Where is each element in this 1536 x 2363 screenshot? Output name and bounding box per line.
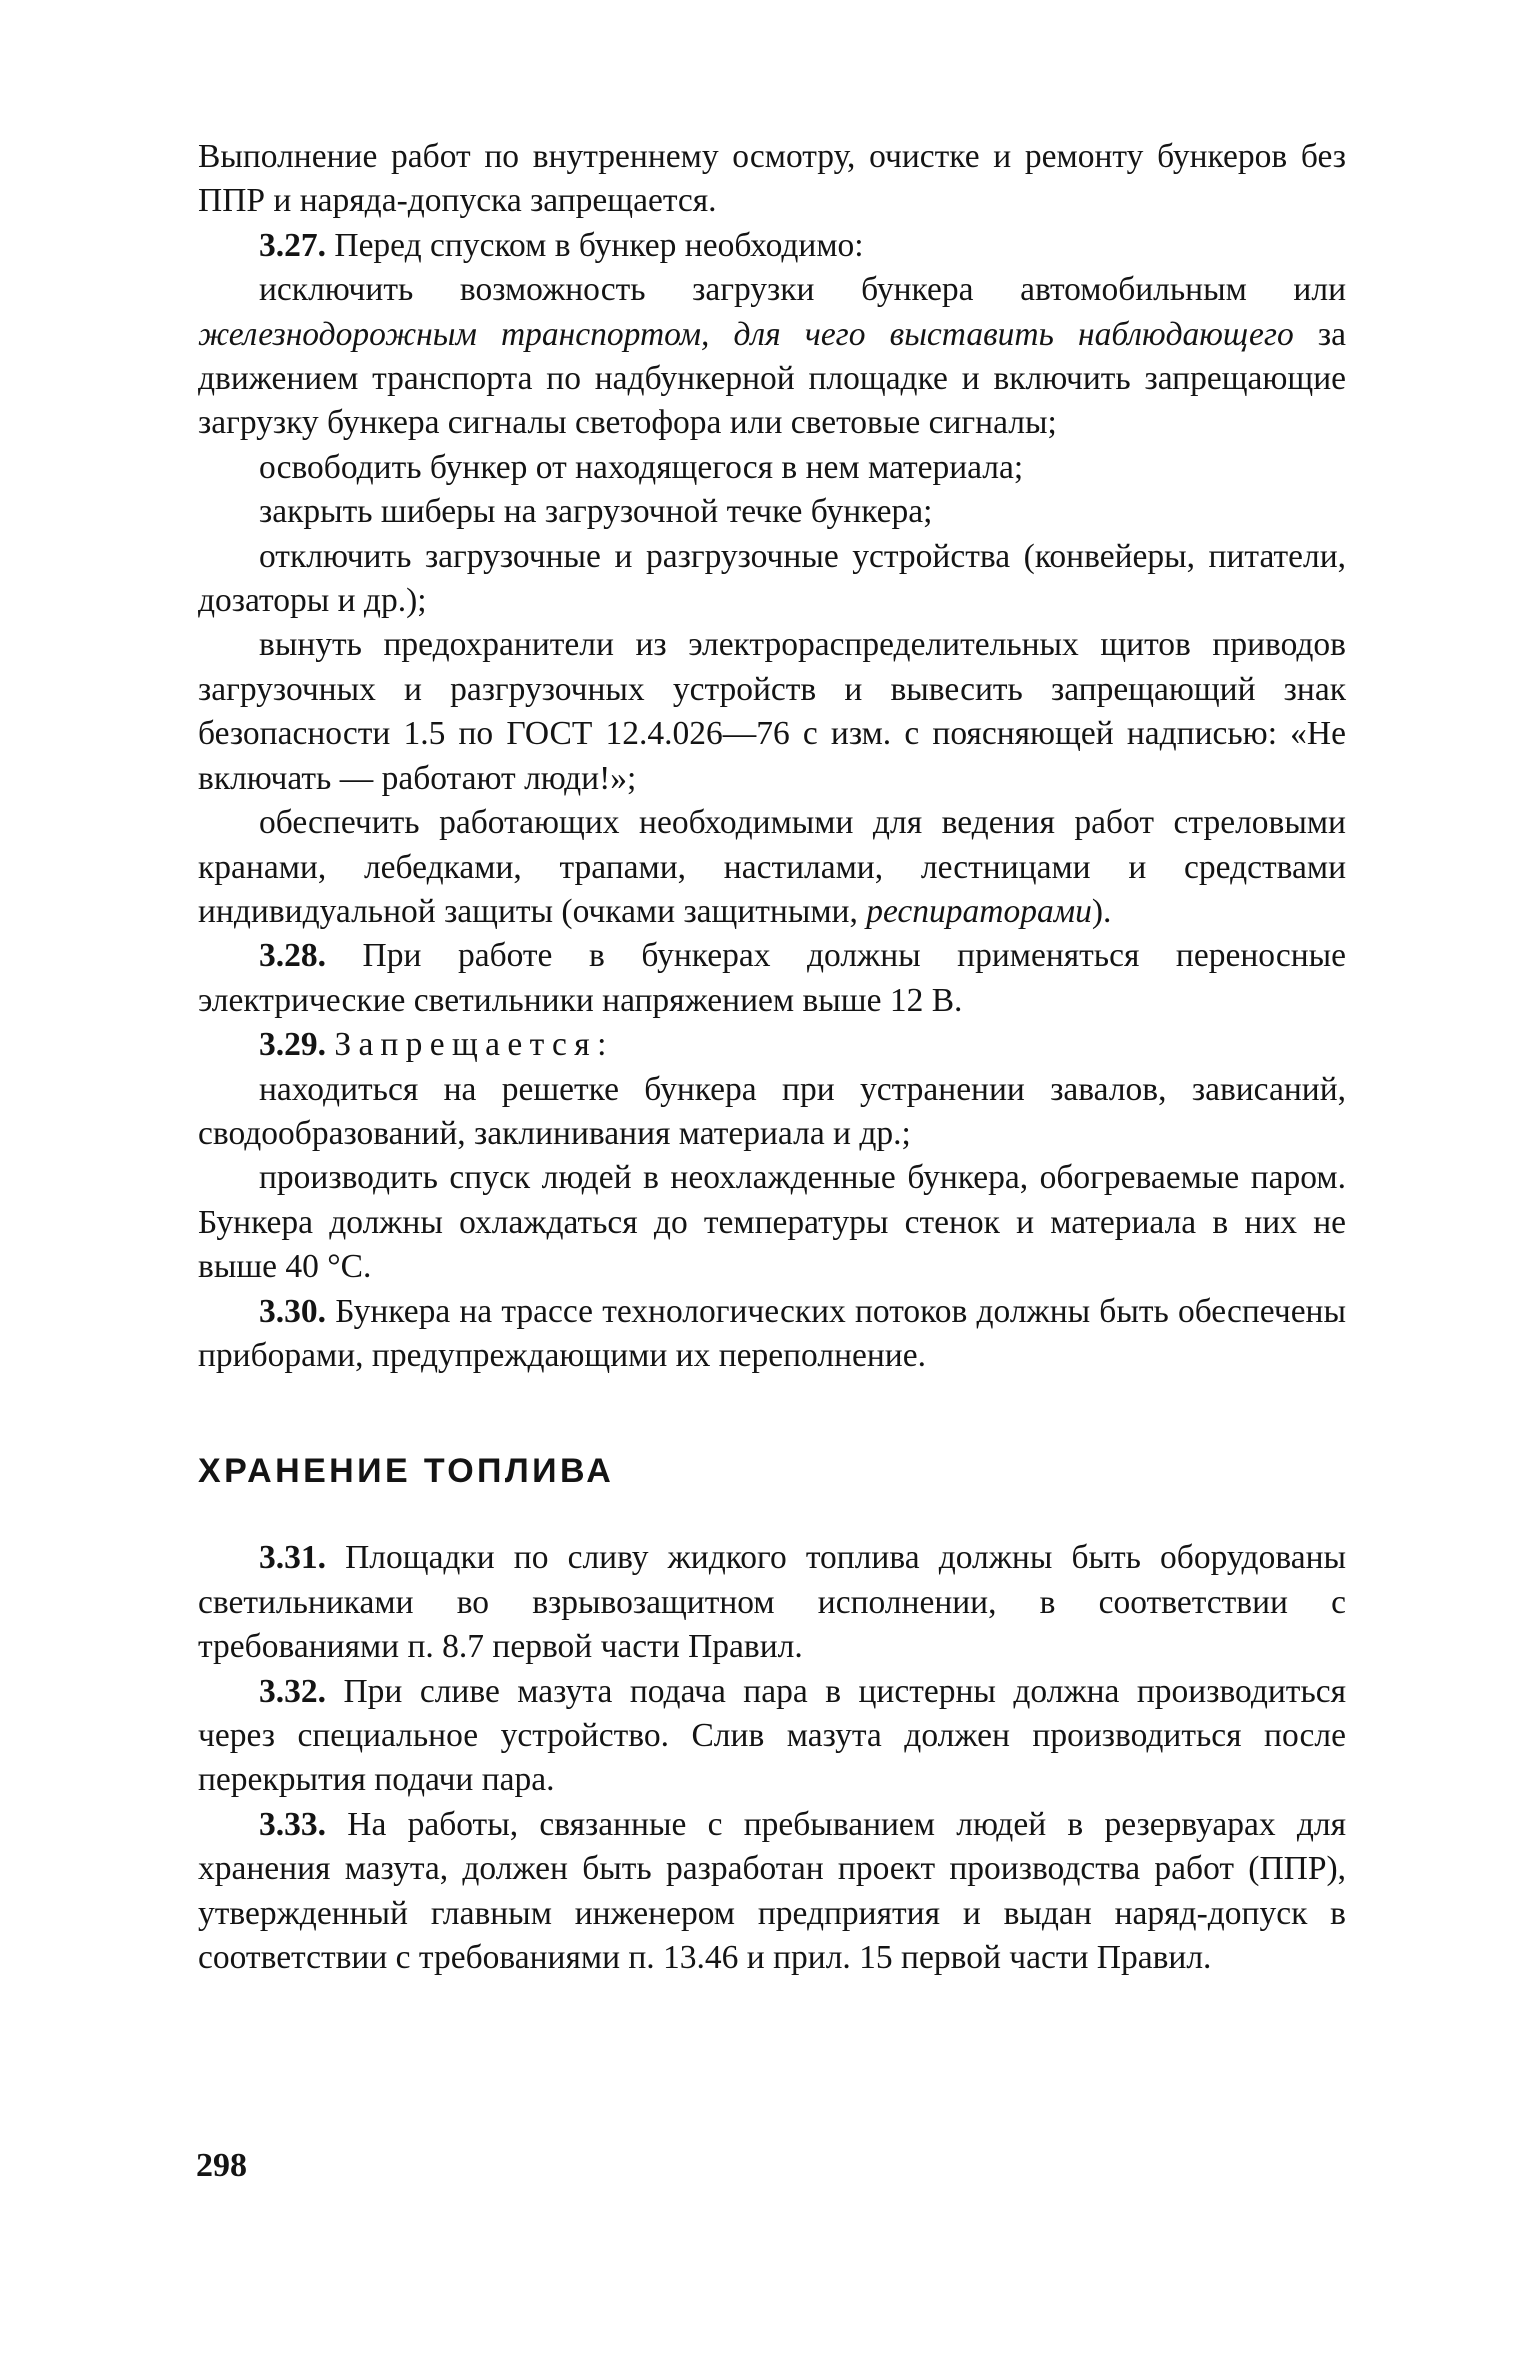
section-text: Площадки по сливу жидкого топлива должны быть оборудованы светильниками во взрывозащитном исполнении, в соответствии с требованиями п. 8.7 первой части Правил. [198,1539,1347,1666]
intro-text: Выполнение работ по внутреннему осмотру, очистке и ремонту бункеров без ППР и наряда-допуска запрещается. [198,138,1346,220]
section-number: 3.30. [259,1292,326,1330]
section-number: 3.32. [259,1672,326,1710]
paragraph-intro [198,135,1346,224]
list-item-remove-fuses [198,623,1346,801]
item-text: отключить загрузочные и разгрузочные устройства (конвейеры, питатели, дозаторы и др.); [198,537,1346,620]
section-text: На работы, связанные с пребыванием людей в резервуарах для хранения мазута, должен быть разработан проект производства работ (ППР), утвержденный главным инженером предприятия и выдан наряд-допуск в соответствии с требованиями п. 13.46 и прил. 15 первой части Правил. [198,1805,1346,1977]
item-text: производить спуск людей в неохлажденные бункера, обогреваемые паром. Бункера должны охлаждаться до температуры стенок и материала в них не выше 40 °С. [198,1159,1346,1286]
section-3-27 [198,224,1346,268]
item-italic: железнодорожным транспортом, для чего выставить наблюдающего [198,315,1294,353]
list-item-free-bunker [198,446,1346,490]
item-text: находиться на решетке бункера при устранении завалов, зависаний, сводообразований, заклинивания материала и др.; [198,1070,1346,1152]
section-spaced-text: Запрещается [334,1026,598,1064]
item-tail: ). [1091,892,1112,930]
section-number: 3.33. [259,1805,326,1843]
item-lead: обеспечить работающих необходимыми для ведения работ стреловыми кранами, лебедками, трапами, настилами, лестницами и средствами индивидуальной защиты (очками защитными, [198,804,1346,930]
section-3-30 [198,1290,1346,1379]
section-number: 3.31. [259,1539,326,1577]
section-3-32 [198,1670,1346,1803]
section-colon: : [597,1026,607,1064]
section-3-33 [198,1803,1346,1981]
section-3-29 [198,1023,1346,1067]
page-number: 298 [196,2147,247,2184]
section-3-28 [198,934,1346,1023]
list-item-descent [198,1156,1346,1289]
section-text: При работе в бункерах должны применяться переносные электрические светильники напряжением выше 12 В. [198,937,1346,1019]
item-text: закрыть шиберы на загрузочной течке бункера; [259,493,933,531]
list-item-exclude-loading [198,268,1346,446]
item-text: вынуть предохранители из электрораспределительных щитов приводов загрузочных и разгрузочных устройств и вывесить запрещающий знак безопасности 1.5 по ГОСТ 12.4.026—76 с изм. с поясняющей надписью: «Не включать — работают люди!»; [198,626,1346,797]
item-text: освободить бункер от находящегося в нем материала; [259,448,1024,486]
list-item-provide-equipment [198,801,1346,934]
section-text: При сливе мазута подача пара в цистерны должна производиться через специальное устройство. Слив мазута должен производиться после перекрытия подачи пара. [198,1672,1346,1799]
section-3-31 [198,1536,1346,1669]
section-text: Перед спуском в бункер необходимо: [334,226,864,264]
document-body [198,135,1346,1980]
item-tail: за движением транспорта по надбункерной площадке и включить запрещающие загрузку бункера сигналы светофора или световые сигналы; [198,315,1346,442]
list-item-grate [198,1068,1346,1157]
section-number: 3.29. [259,1026,326,1064]
section-heading: ХРАНЕНИЕ ТОПЛИВА [198,1452,615,1491]
item-lead: исключить возможность загрузки бункера автомобильным или [259,271,1346,309]
list-item-disconnect-devices [198,535,1346,624]
section-text: Бункера на трассе технологических потоков должны быть обеспечены приборами, предупреждающими их переполнение. [198,1292,1346,1374]
section-number: 3.27. [259,226,326,264]
section-number: 3.28. [259,937,326,975]
item-italic: респираторами [866,892,1092,930]
list-item-close-gates [198,490,1346,534]
